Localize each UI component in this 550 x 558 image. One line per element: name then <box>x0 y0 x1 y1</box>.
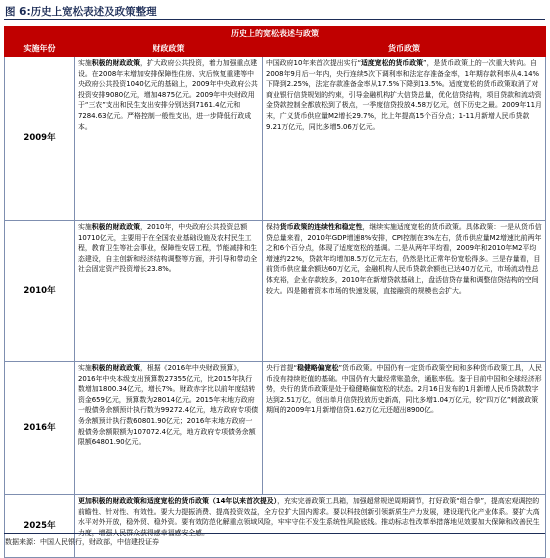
table-row <box>5 362 546 495</box>
year-cell: 2009年 <box>5 57 75 221</box>
col-header-year: 实施年份 <box>5 42 75 57</box>
year-cell: 2016年 <box>5 362 75 495</box>
table-row <box>5 495 546 558</box>
policy-table <box>4 26 546 558</box>
fiscal-cell: 实施积极的财政政策，2010年，中央政府公共投资总额10710亿元，主要用于在全国农业基础设施及农村民生工程，教育卫生等社会事业，保障性安居工程，节能减排和生态建设，自主创新和经济结构调整等方面，并引导和带动全社会固定资产投资增长23.8%。 <box>75 221 263 362</box>
table-row <box>5 221 546 362</box>
source-note: 数据来源：中国人民银行，财政部，中信建投证券 <box>5 538 159 546</box>
year-cell: 2025年 <box>5 495 75 558</box>
fiscal-cell: 实施积极的财政政策，扩大政府公共投资，着力加强重点建设。在2008年末增加安排保障性住房、灾后恢复重建等中央政府公共投资1040亿元的基础上，2009年中央政府公共投资安排9080亿元，增加4875亿元。2009年中央财政用于“三农”支出和民生支出安排分别达到7161.4亿元和7284.63亿元。严格控制一般性支出，进一步降低行政成本。 <box>75 57 263 221</box>
year-cell: 2010年 <box>5 221 75 362</box>
footer-rule <box>4 533 545 534</box>
combined-policy-cell: 更加积极的财政政策和适度宽松的货币政策（14年以来首次提及），充实完善政策工具箱，加强超常规逆周期调节，打好政策“组合拳”，提高宏观调控的前瞻性、针对性、有效性。要大力提振消费、提高投资效益，全方位扩大国内需求。要以科技创新引领新质生产力发展，建设现代化产业体系。要扩大高水平对外开放，稳外贸、稳外资。要有效防范化解重点领域风险，牢牢守住不发生系统性风险底线。推动标志性改革举措落地见效要加大保障和改善民生力度，增强人民群众获得感幸福感安全感。 <box>75 495 546 558</box>
monetary-cell: 央行首提“稳健略偏宽松”货币政策。中国仍有一定货币政策空间和多种货币政策工具，人民币没有持续贬值的基础。中国仍有大量经常账盈余，通胀率低。鉴于目前中国和全球经济形势，央行的货币政策是处于稳健略偏宽松的状态。2月16日发布的1月新增人民币贷款数字达到2.51万亿，创出单月信贷投放历史新高，同比多增1.04万亿元，较“四万亿”刺激政策期间的2009年1月新增信贷1.62万亿元还超出8900亿。 <box>263 362 546 495</box>
fiscal-cell: 实施积极的财政政策，根据《2016年中央财政预算》，2016年中央本级支出预算数27355亿元，比2015年执行数增加1800.34亿元，增长7%。财政赤字比以前年度结转资金659亿元，预算数为28014亿元。2015年末地方政府一般债务余额预计执行数为99272.4亿元，地方政府专项债务余额预计执行数60801.90亿元；2016年末地方政府一般债务余额限额为107072.4亿元，地方政府专项债务余额限额64801.90亿元。 <box>75 362 263 495</box>
figure-title: 图 6:历史上宽松表述及政策整理 <box>5 6 157 18</box>
title-rule <box>4 19 545 20</box>
col-header-monetary: 货币政策 <box>263 42 546 57</box>
table-row <box>5 57 546 221</box>
monetary-cell: 中国政府10年来首次提出实行“适度宽松的货币政策”，是货币政策上的一次重大转向。自2008年9月后一年内，央行连续5次下调利率和法定存准备金率，1年期存款利率从4.14%下降到2.25%，法定存款准备金率从17.5%下降到13.5%。适度宽松的货币政策取消了对商业银行信贷规划的约束，引导金融机构扩大信贷总量，优化信贷结构，项目贷款和流动资金贷款控制全都放松到了极点，一季度信贷投放4.58万亿元，创下历史之最。2009年11月末，广义货币供应量M2增长29.7%，比上年提高15个百分点；1-11月新增人民币贷款9.21万亿元，同比多增5.06万亿元。 <box>263 57 546 221</box>
col-header-fiscal: 财政政策 <box>75 42 263 57</box>
table-main-header: 历史上的宽松表述与政策 <box>5 27 546 42</box>
monetary-cell: 保持货币政策的连续性和稳定性，继续实施适度宽松的货币政策。具体政策：一是从货币信贷总量来看，2010年GDP增速8%安排，CPI控制在3%左右，货币供应量M2增速比前两年之和6个百分点，体现了适度宽松的基调。二是从两年平均看，2009年和2010年M2平均增速约22%，贷款年均增加8.5万亿元左右，仍然是比正常年份宽松得多。三是存量看，目前货币供应量余额达60万亿元，金融机构人民币贷款余额也已达40万亿元，市场流动性总体充裕，企业存款较多，2010年在新增贷款基础上，盘活信贷存量和调整信贷结构的空间较大。四是随着资本市场的快速发展，直接融资的规模也会扩大。 <box>263 221 546 362</box>
